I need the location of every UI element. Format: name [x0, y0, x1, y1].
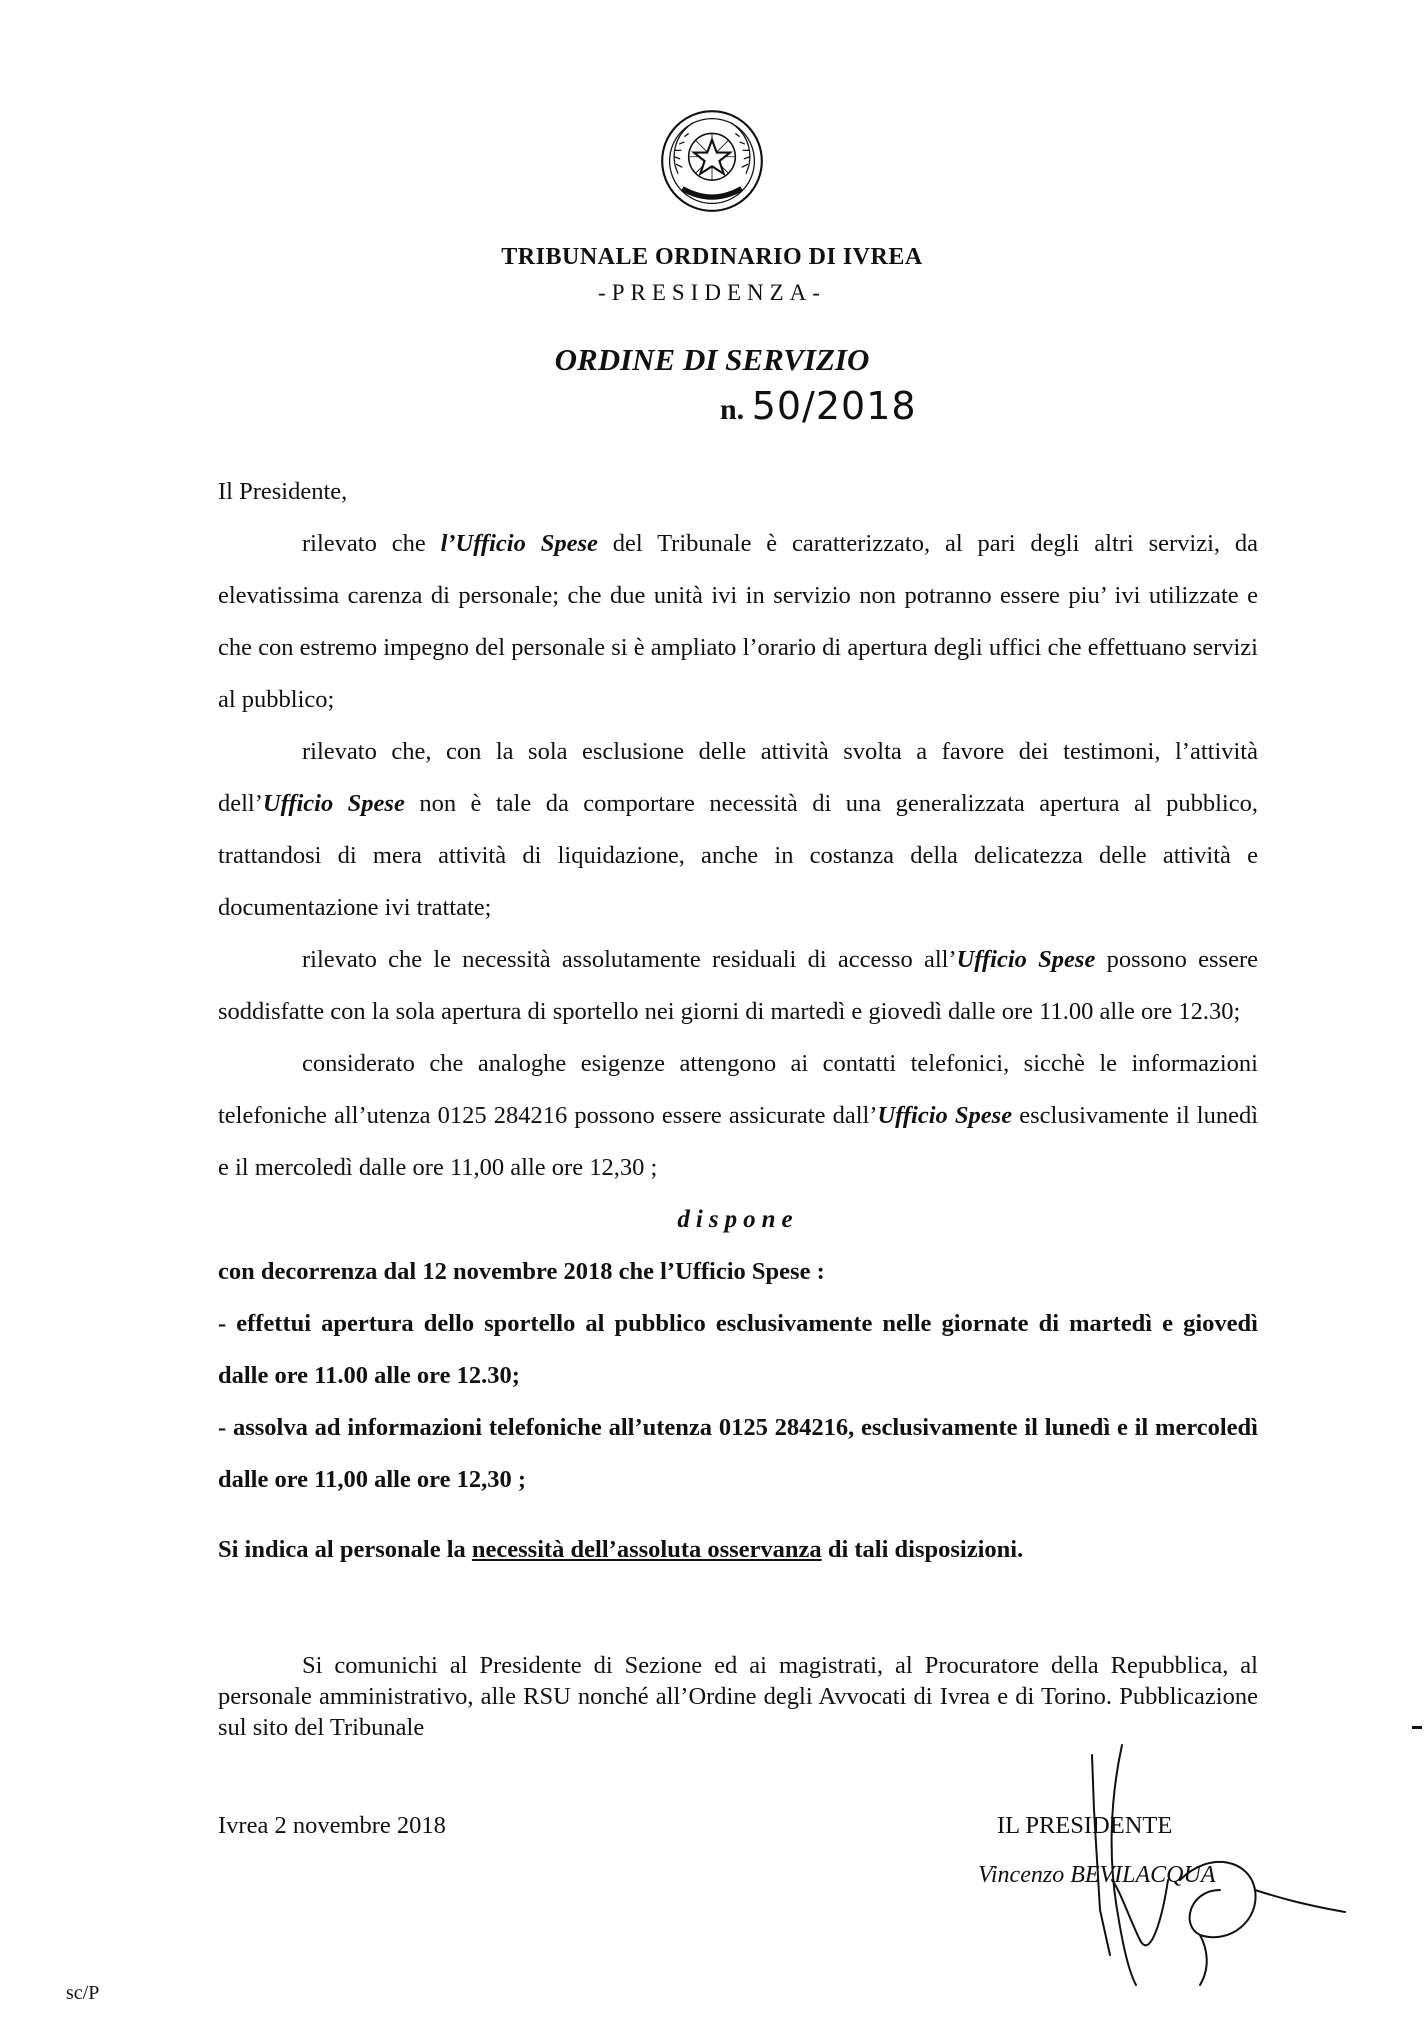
paragraph-4-text-a: considerato che analoghe esigenze attengono ai contatti telefonici, sicchè le informazioni telefoniche all’utenza 0125 284216 possono essere assicurate dall’: [218, 1050, 1258, 1129]
signatory-name: Vincenzo BEVILACQUA: [978, 1862, 1216, 1888]
footer-reference: sc/P: [66, 1982, 100, 2004]
handwritten-signature-icon: [1050, 1740, 1350, 1990]
order-number: [720, 384, 917, 428]
order-number-prefix: n.: [720, 393, 745, 426]
paragraph-1-text-b: del Tribunale è caratterizzato, al pari degli altri servizi, da elevatissima carenza di personale; che due unità ivi in servizio non potranno essere piu’ ivi utilizzate e che con estremo impegno del personale si è ampliato l’orario di apertura degli uffici che effettuano servizi al pubblico;: [218, 530, 1259, 713]
paragraph-4: [218, 1038, 1258, 1194]
observance-note: [218, 1524, 1258, 1576]
paragraph-3-text-a: rilevato che le necessità assolutamente residuali di accesso all’: [302, 946, 957, 973]
paragraph-2-emphasis: Ufficio Spese: [262, 790, 405, 817]
note-text-a: Si indica al personale la: [218, 1536, 472, 1563]
place-date: Ivrea 2 novembre 2018: [218, 1812, 446, 1839]
paragraph-1-text-a: rilevato che: [302, 530, 441, 557]
note-text-b: di tali disposizioni.: [821, 1536, 1024, 1563]
paragraph-3: [218, 934, 1258, 1038]
margin-mark: [1412, 1726, 1422, 1729]
court-name: TRIBUNALE ORDINARIO DI IVREA: [501, 244, 923, 270]
paragraph-3-text-b: possono essere soddisfatte con la sola apertura di sportello nei giorni di martedì e giovedì dalle ore 11.00 alle ore 12.30;: [218, 946, 1258, 1025]
paragraph-2-text-a: rilevato che, con la sola esclusione delle attività svolta a favore dei testimoni, l’attività dell’: [218, 738, 1258, 817]
paragraph-4-emphasis: Ufficio Spese: [877, 1102, 1013, 1129]
decision-item-2: - assolva ad informazioni telefoniche all’utenza 0125 284216, esclusivamente il lunedì e il mercoledì dalle ore 11,00 alle ore 12,30 ;: [218, 1414, 1258, 1493]
signatory-role: IL PRESIDENTE: [997, 1812, 1173, 1839]
paragraph-2: [218, 726, 1258, 934]
closing-paragraph: [218, 1650, 1258, 1743]
note-underlined: necessità dell’assoluta osservanza: [471, 1536, 822, 1563]
opening-line: Il Presidente,: [218, 478, 348, 505]
republic-emblem-icon: [659, 108, 765, 214]
decision-line: con decorrenza dal 12 novembre 2018 che l’Ufficio Spese :: [218, 1258, 825, 1285]
dispone-heading: dispone: [677, 1206, 799, 1233]
office-name: -PRESIDENZA-: [598, 280, 826, 305]
decision-item-1: - effettui apertura dello sportello al pubblico esclusivamente nelle giornate di martedì e giovedì dalle ore 11.00 alle ore 12.30;: [218, 1310, 1258, 1389]
paragraph-2-text-b: non è tale da comportare necessità di una generalizzata apertura al pubblico, trattandosi di mera attività di liquidazione, anche in costanza della delicatezza delle attività e documentazione ivi trattate;: [218, 790, 1258, 921]
paragraph-1-emphasis: l’Ufficio Spese: [440, 530, 598, 557]
order-number-value: 50/2018: [751, 384, 917, 428]
paragraph-4-text-b: esclusivamente il lunedì e il mercoledì dalle ore 11,00 alle ore 12,30 ;: [218, 1102, 1259, 1181]
paragraph-3-emphasis: Ufficio Spese: [956, 946, 1096, 973]
order-body: [218, 466, 1258, 1576]
paragraph-1: [218, 518, 1258, 726]
closing-text: Si comunichi al Presidente di Sezione ed ai magistrati, al Procuratore della Repubblica, al personale amministrativo, alle RSU nonché all’Ordine degli Avvocati di Ivrea e di Torino. Pubblicazione sul sito del Tribunale: [218, 1652, 1258, 1741]
order-title: ORDINE DI SERVIZIO: [554, 342, 870, 377]
